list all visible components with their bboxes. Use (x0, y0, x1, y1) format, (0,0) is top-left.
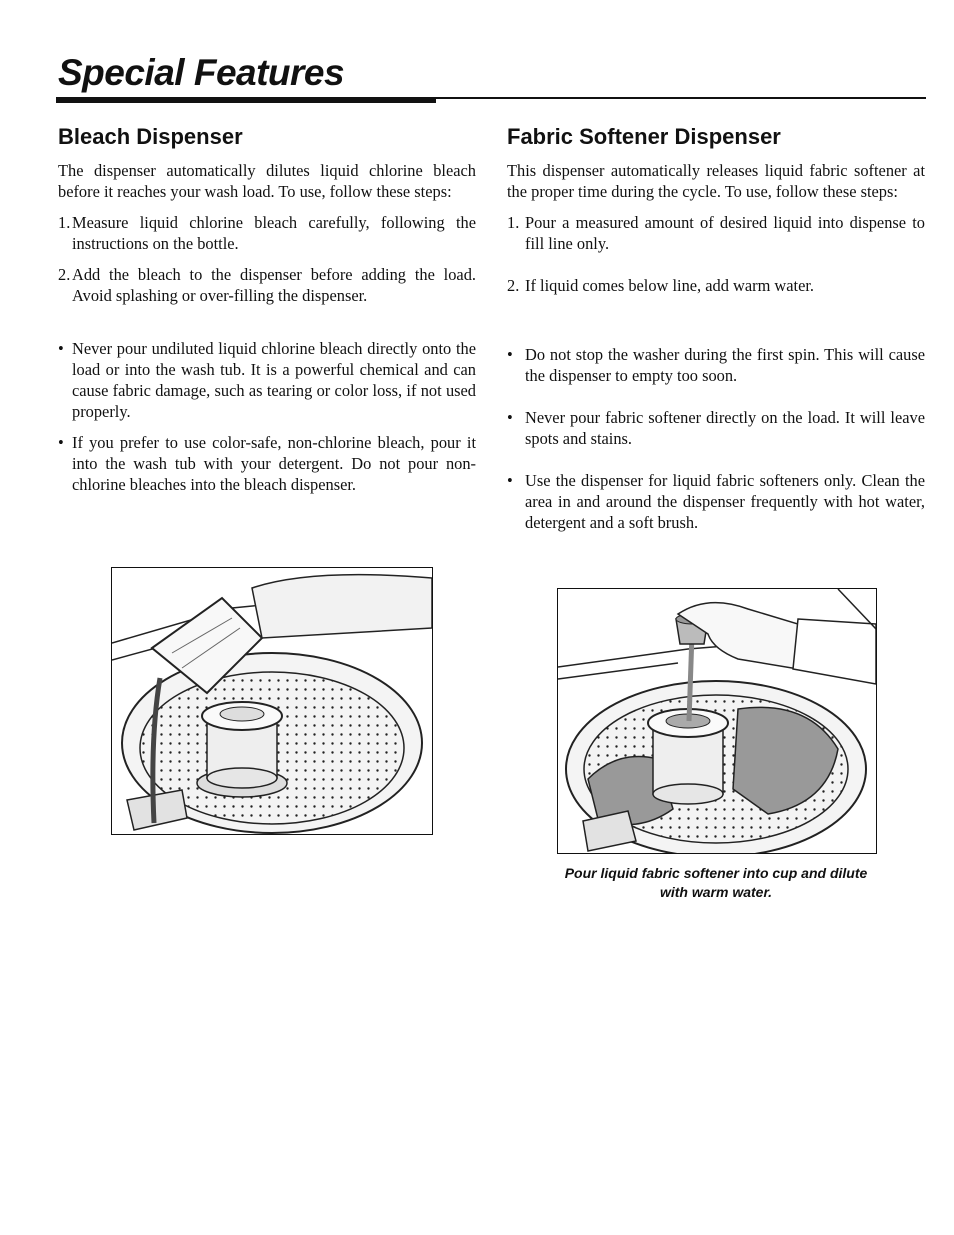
step-number: 2. (58, 265, 71, 284)
softener-figure-caption: Pour liquid fabric softener into cup and dilute with warm water. (564, 865, 868, 900)
fabric-softener-section (507, 124, 925, 554)
softener-note: • Do not stop the washer during the first spin. This will cause the dispenser to empty too soon. (507, 344, 925, 386)
softener-heading: Fabric Softener Dispenser (507, 124, 781, 149)
title-rule-thin (436, 97, 926, 99)
softener-step (507, 212, 925, 254)
bleach-notes (58, 338, 476, 495)
step-text: If liquid comes below line, add warm water. (525, 276, 815, 295)
bleach-pour-illustration (111, 567, 433, 835)
step-text: Add the bleach to the dispenser before adding the load. Avoid splashing or over-filling the dispenser. (72, 265, 476, 305)
softener-note: • Never pour fabric softener directly on the load. It will leave spots and stains. (507, 407, 925, 449)
softener-step (507, 275, 925, 296)
step-text: Measure liquid chlorine bleach carefully, following the instructions on the bottle. (72, 213, 476, 253)
softener-notes (507, 344, 925, 533)
softener-note: • Use the dispenser for liquid fabric softeners only. Clean the area in and around the dispenser frequently with hot water, detergent and a soft brush. (507, 470, 925, 533)
softener-pour-illustration (557, 588, 877, 854)
step-number: 1. (507, 213, 520, 232)
title-rule-thick (56, 97, 436, 103)
bleach-heading: Bleach Dispenser (58, 124, 243, 149)
softener-steps (507, 212, 925, 296)
bleach-dispenser-section (58, 124, 476, 505)
step-text: Pour a measured amount of desired liquid into dispense to fill line only. (525, 213, 925, 253)
bleach-step (58, 264, 476, 306)
bleach-steps (58, 212, 476, 306)
bleach-pour-drawing (112, 568, 432, 834)
softener-intro: This dispenser automatically releases liquid fabric softener at the proper time during the cycle. To use, follow these steps: (507, 161, 925, 201)
bleach-note: • If you prefer to use color-safe, non-chlorine bleach, pour it into the wash tub with your detergent. Do not pour non-chlorine bleaches into the bleach dispenser. (58, 432, 476, 495)
page-title: Special Features (58, 52, 345, 93)
bleach-step (58, 212, 476, 254)
step-number: 2. (507, 276, 520, 295)
softener-pour-drawing (558, 589, 876, 853)
step-number: 1. (58, 213, 71, 232)
bleach-intro: The dispenser automatically dilutes liquid chlorine bleach before it reaches your wash load. To use, follow these steps: (58, 161, 476, 201)
bleach-note: • Never pour undiluted liquid chlorine bleach directly onto the load or into the wash tub. It is a powerful chemical and can cause fabric damage, such as tearing or color loss, if not used properly. (58, 338, 476, 422)
